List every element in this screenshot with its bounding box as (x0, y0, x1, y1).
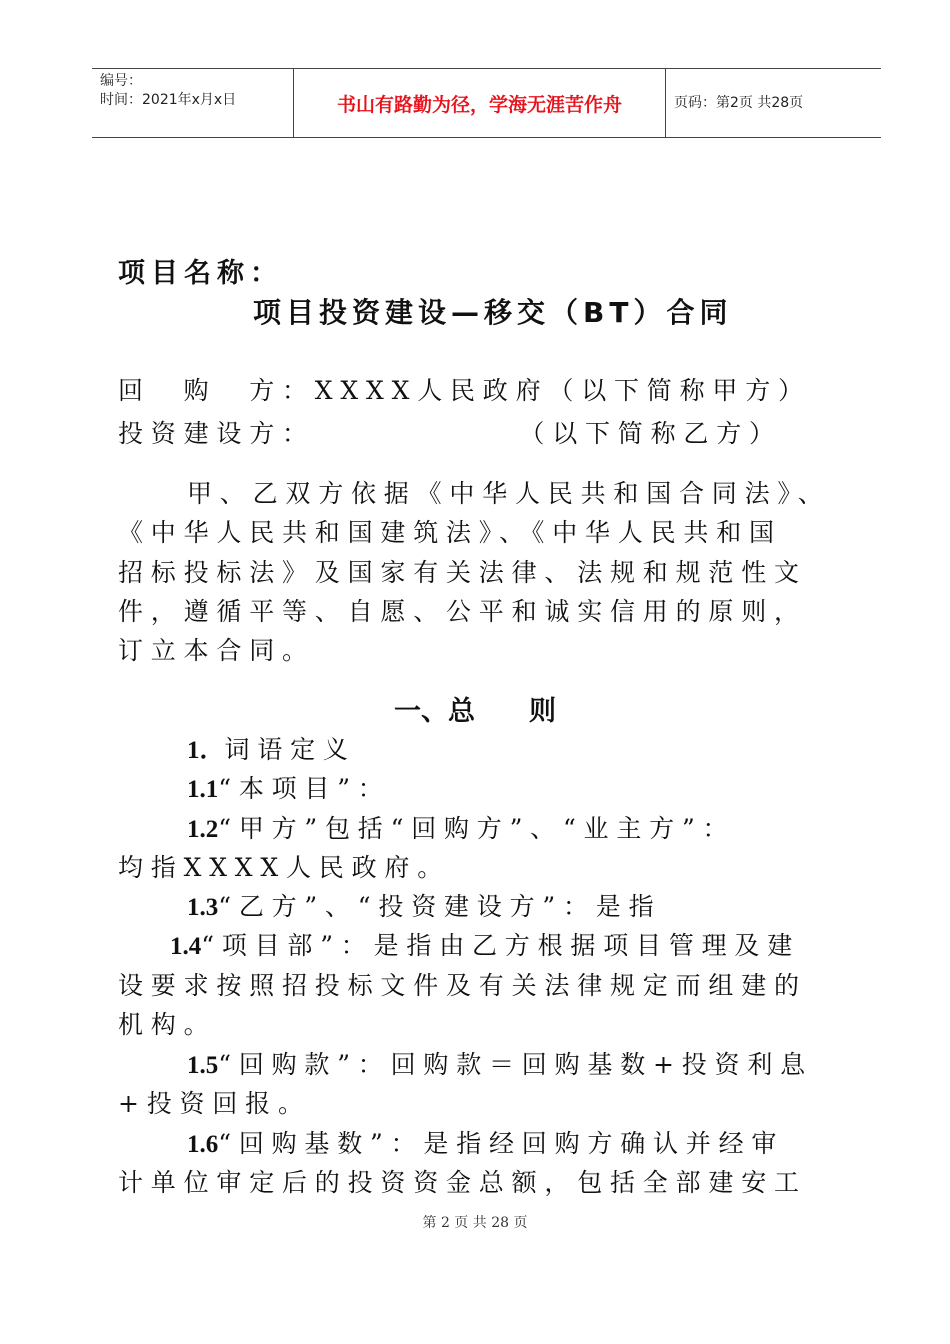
document-time-label: 时间：2021年x月x日 (100, 92, 237, 108)
definition-item-1 (187, 730, 356, 766)
definition-continuation: 计单位审定后的投资资金总额，包括全部建安工 (118, 1168, 807, 1197)
definition-number: 1.5 (187, 1052, 219, 1079)
definition-number: 1.1 (187, 776, 219, 803)
definition-item-1-6 (187, 1124, 784, 1160)
header-table (92, 68, 881, 138)
header-info (100, 72, 236, 110)
definition-text: “乙方”、“投资建设方”：是指 (218, 892, 662, 921)
definition-text: “回购基数”：是指经回购方确认并经审 (218, 1129, 785, 1158)
definition-number: 1.6 (187, 1131, 219, 1158)
definition-text: “甲方”包括“回购方”、“业主方”： (218, 814, 736, 843)
definition-number: 1． (187, 737, 225, 764)
definition-text: “项目部”：是指由乙方根据项目管理及建 (201, 931, 801, 960)
preamble-line: 甲、乙双方依据《中华人民共和国合同法》、 (187, 479, 831, 508)
header-divider (665, 69, 666, 137)
definition-continuation: +投资回报。 (118, 1089, 311, 1118)
project-name-label: 项目名称： (118, 258, 283, 289)
definition-text: 词语定义 (224, 735, 356, 764)
definition-item-1-4 (170, 926, 800, 962)
definition-item-1-1 (187, 769, 391, 805)
definition-text: “回购款”：回购款＝回购基数+投资利息 (218, 1050, 813, 1079)
definition-item-1-3 (187, 887, 661, 923)
page-footer: 第 2 页 共 28 页 (422, 1215, 528, 1231)
definition-number: 1.2 (187, 816, 219, 843)
definition-continuation: 机构。 (118, 1010, 217, 1039)
document-number-label: 编号： (100, 73, 142, 89)
definition-number: 1.3 (187, 894, 219, 921)
definition-continuation: 均指XXXX人民政府。 (118, 853, 450, 882)
definition-item-1-5 (187, 1045, 813, 1081)
preamble-line: 招标投标法》及国家有关法律、法规和规范性文 (118, 558, 807, 587)
definition-continuation: 设要求按照招投标文件及有关法律规定而组建的 (118, 971, 807, 1000)
section-heading: 一、总 则 (394, 696, 556, 727)
header-motto: 书山有路勤为径，学海无涯苦作舟 (336, 93, 622, 116)
definition-item-1-2 (187, 809, 735, 845)
party-buyback: 回 购 方：XXXX人民政府（以下简称甲方） (118, 376, 811, 405)
preamble-line: 订立本合同。 (118, 636, 315, 665)
contract-title: 项目投资建设—移交（BT）合同 (253, 296, 733, 329)
header-page-number: 页码：第2页 共28页 (674, 95, 804, 111)
preamble-line: 《中华人民共和国建筑法》、《中华人民共和国 (118, 518, 782, 547)
preamble-line: 件，遵循平等、自愿、公平和诚实信用的原则， (118, 597, 807, 626)
party-investor: 投资建设方： （以下简称乙方） (118, 419, 782, 448)
definition-text: “本项目”： (218, 774, 391, 803)
definition-number: 1.4 (170, 933, 202, 960)
